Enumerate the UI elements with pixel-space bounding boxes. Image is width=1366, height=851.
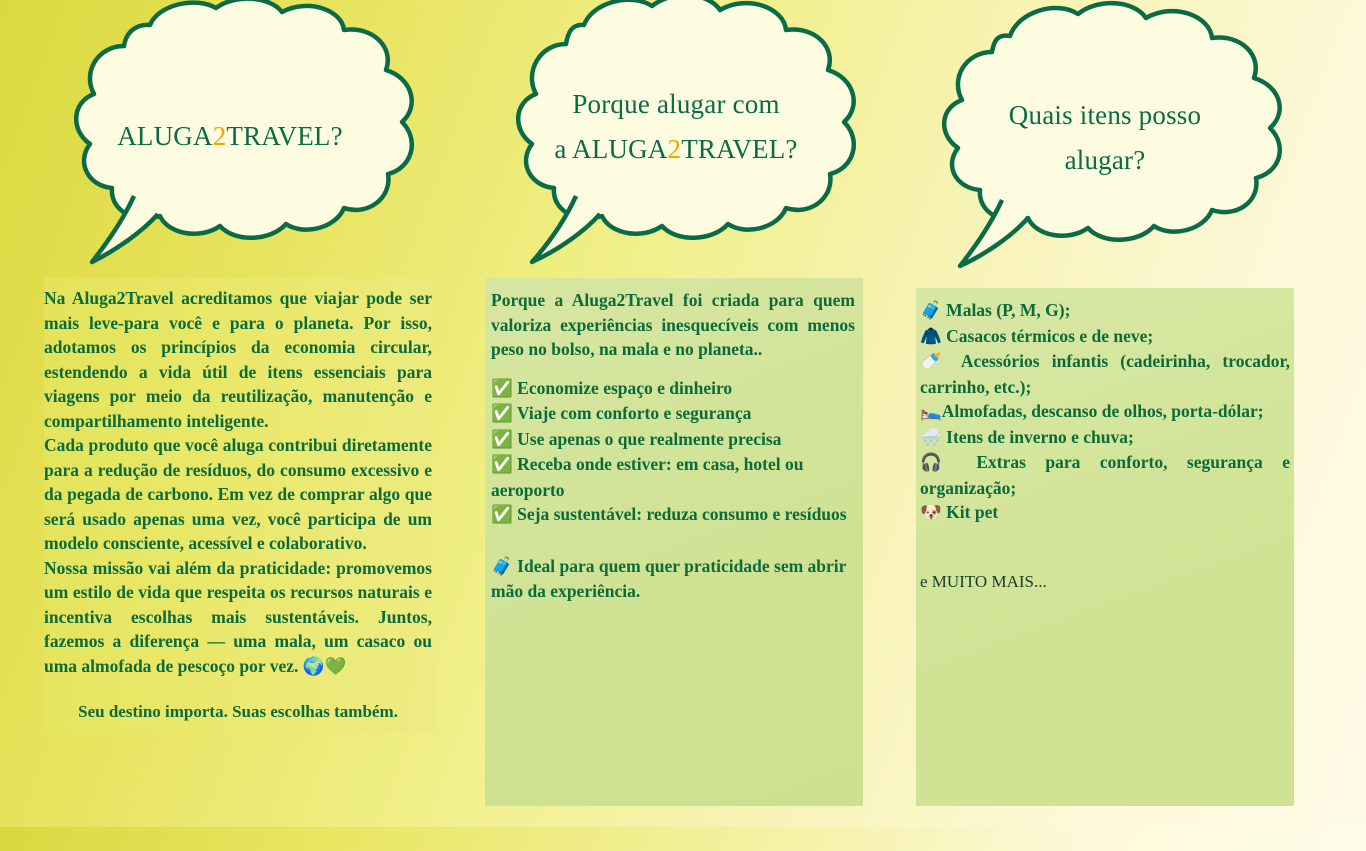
list-item xyxy=(920,349,1290,399)
item-label: Malas (P, M, G); xyxy=(946,300,1071,320)
brand-accent: 2 xyxy=(667,133,682,164)
about-paragraph-1: Na Aluga2Travel acreditamos que viajar pode ser mais leve-para você e para o planeta. Por isso, adotamos os princípios da economia circular, estendendo a vida útil de itens essenciais para viagens por meio da reutilização, manutenção e compartilhamento inteligente. xyxy=(44,288,432,431)
luggage-icon: 🧳 xyxy=(491,556,513,577)
baby-bottle-icon: 🍼 xyxy=(920,352,950,372)
list-item xyxy=(920,399,1290,425)
check-icon: ✅ xyxy=(491,429,513,450)
why-footnote-label: Ideal para quem quer praticidade sem abrir mão da experiência. xyxy=(491,555,847,601)
list-item xyxy=(920,324,1290,350)
bubble-3-line-2: alugar? xyxy=(1064,144,1146,175)
benefits-list xyxy=(491,376,855,528)
item-label: Casacos térmicos e de neve; xyxy=(946,325,1154,346)
snow-cloud-icon: 🌨️ xyxy=(920,427,942,448)
benefit-label: Economize espaço e dinheiro xyxy=(517,377,733,398)
check-icon: ✅ xyxy=(491,455,513,475)
check-icon: ✅ xyxy=(491,404,513,424)
bubble-2-title xyxy=(480,82,872,171)
brand-accent: 2 xyxy=(212,121,227,151)
items-more-label: e MUITO MAIS... xyxy=(920,571,1047,591)
list-item xyxy=(920,298,1290,324)
bubble-3-title xyxy=(910,93,1300,182)
why-panel xyxy=(485,278,863,806)
bed-icon: 🛌 xyxy=(920,402,942,422)
items-list xyxy=(920,298,1290,526)
list-item xyxy=(491,427,855,453)
brand-suffix: TRAVEL? xyxy=(226,121,343,151)
speech-bubble-1 xyxy=(30,0,430,275)
benefit-label: Viaje com conforto e segurança xyxy=(516,403,752,423)
benefit-label: Receba onde estiver: em casa, hotel ou aeroporto xyxy=(491,454,804,500)
list-item xyxy=(920,500,1290,526)
about-paragraph-3: Nossa missão vai além da praticidade: promovemos um estilo de vida que respeita os recursos naturais e incentiva escolhas mais sustentáveis. Juntos, fazemos a diferença — uma mala, um casaco ou uma almofada de pescoço por vez. 🌍💚 xyxy=(44,557,432,676)
about-panel xyxy=(44,278,434,734)
list-item xyxy=(491,452,855,502)
why-intro: Porque a Aluga2Travel foi criada para quem valoriza experiências inesquecíveis com menos peso no bolso, na mala e no planeta.. xyxy=(491,290,855,359)
check-icon: ✅ xyxy=(491,378,513,399)
about-paragraph-2: Cada produto que você aluga contribui diretamente para a redução de resíduos, do consumo excessivo e da pegada de carbono. Em vez de comprar algo que será usado apenas uma vez, você participa de um modelo consciente, acessível e colaborativo. xyxy=(44,435,432,553)
column-items xyxy=(910,0,1300,591)
benefit-label: Use apenas o que realmente precisa xyxy=(517,428,782,449)
benefit-label: Seja sustentável: reduza consumo e resíduos xyxy=(517,504,847,524)
brand-prefix: ALUGA xyxy=(117,121,213,151)
headphones-icon: 🎧 xyxy=(920,453,957,473)
column-why xyxy=(480,0,872,601)
luggage-icon: 🧳 xyxy=(920,301,942,321)
item-label: Kit pet xyxy=(946,502,999,522)
check-icon: ✅ xyxy=(491,505,513,525)
brand-prefix: a ALUGA xyxy=(554,133,668,164)
list-item xyxy=(920,450,1290,500)
list-item xyxy=(491,502,855,528)
column-about xyxy=(30,0,432,721)
list-item xyxy=(491,401,855,427)
bubble-2-line-2 xyxy=(480,127,872,172)
bubble-2-line-1: Porque alugar com xyxy=(572,89,780,119)
bottom-strip xyxy=(0,827,1366,851)
speech-bubble-3 xyxy=(910,0,1300,275)
why-footnote xyxy=(491,554,855,604)
item-label: Almofadas, descanso de olhos, porta-dólar; xyxy=(941,401,1264,421)
items-panel xyxy=(916,288,1294,806)
item-label: Itens de inverno e chuva; xyxy=(946,426,1134,447)
dog-icon: 🐶 xyxy=(920,503,942,523)
list-item xyxy=(920,425,1290,451)
bubble-1-title xyxy=(30,114,430,159)
speech-bubble-2 xyxy=(480,0,872,275)
item-label: Acessórios infantis (cadeirinha, trocador, carrinho, etc.); xyxy=(920,351,1290,397)
bubble-3-line-1: Quais itens posso xyxy=(1008,100,1202,130)
brand-suffix: TRAVEL? xyxy=(681,133,798,164)
list-item xyxy=(491,376,855,402)
about-closing: Seu destino importa. Suas escolhas também. xyxy=(78,702,398,721)
item-label: Extras para conforto, segurança e organização; xyxy=(920,452,1290,498)
coat-icon: 🧥 xyxy=(920,326,942,347)
